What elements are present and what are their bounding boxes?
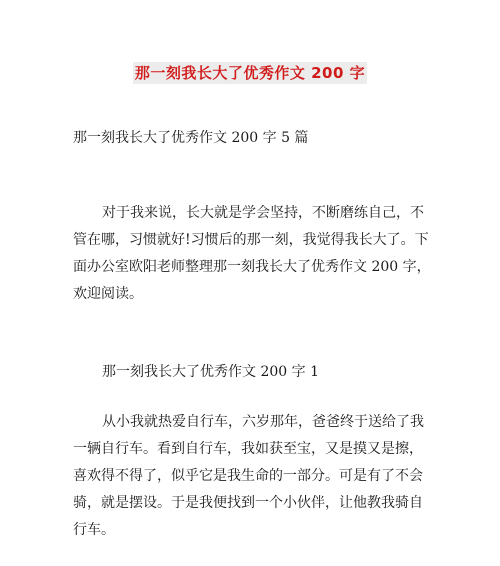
title-wrapper (0, 62, 500, 84)
intro-paragraph: 对于我来说，长大就是学会坚持，不断磨练自己，不管在哪，习惯就好!习惯后的那一刻，我觉得我长大了。下面办公室欧阳老师整理那一刻我长大了优秀作文 200 字，欢迎阅读。 (73, 205, 431, 302)
document-subtitle: 那一刻我长大了优秀作文 200 字 5 篇 (73, 130, 309, 146)
section-heading: 那一刻我长大了优秀作文 200 字 1 (102, 364, 319, 380)
section-paragraph: 从小我就热爱自行车，六岁那年，爸爸终于送给了我一辆自行车。看到自行车，我如获至宝，又是摸又是擦，喜欢得不得了，似乎它是我生命的一部分。可是有了不会骑，就是摆设。于是我便找到一个小伙伴，让他教我骑自行车。 (73, 414, 424, 538)
document-title: 那一刻我长大了优秀作文 200 字 (134, 64, 366, 82)
